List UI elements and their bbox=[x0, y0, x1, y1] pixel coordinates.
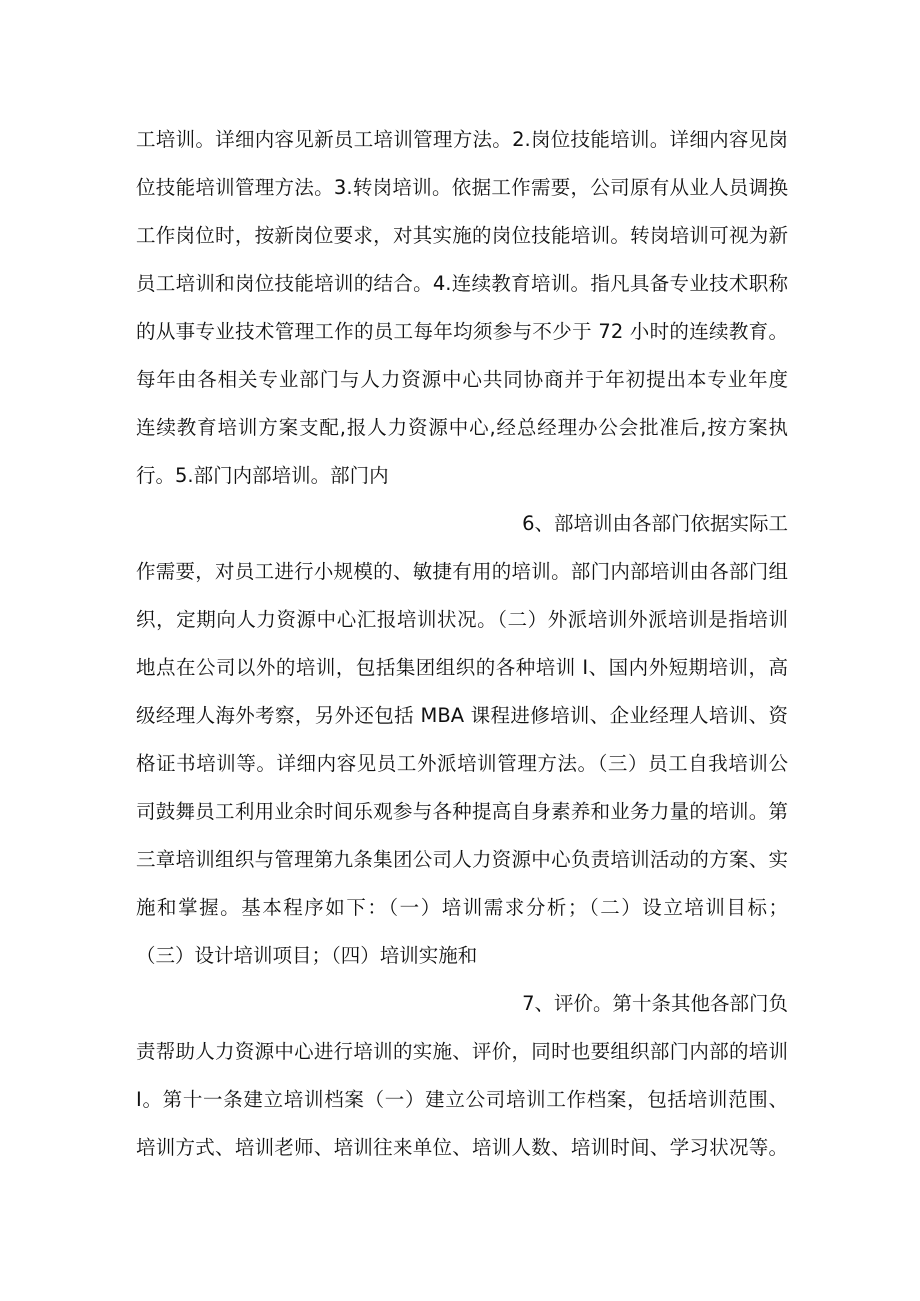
paragraph-line: 的从事专业技术管理工作的员工每年均须参与不少于 72 小时的连续教育。 bbox=[136, 320, 788, 343]
paragraph-line: 培训方式、培训老师、培训往来单位、培训人数、培训时间、学习状况等。 bbox=[136, 1136, 788, 1159]
paragraph-line: 地点在公司以外的培训，包括集团组织的各种培训 I、国内外短期培训，高 bbox=[136, 656, 788, 679]
paragraph-line: 责帮助人力资源中心进行培训的实施、评价，同时也要组织部门内部的培训 bbox=[136, 1040, 788, 1063]
paragraph-line: 织，定期向人力资源中心汇报培训状况。（二）外派培训外派培训是指培训 bbox=[136, 608, 788, 631]
paragraph-line: 格证书培训等。详细内容见员工外派培训管理方法。（三）员工自我培训公 bbox=[136, 752, 788, 775]
paragraph-line: 司鼓舞员工利用业余时间乐观参与各种提高自身素养和业务力量的培训。第 bbox=[136, 800, 788, 823]
paragraph-line: 连续教育培训方案支配,报人力资源中心,经总经理办公会批准后,按方案执 bbox=[136, 416, 788, 439]
paragraph-line: 施和掌握。基本程序如下：（一）培训需求分析；（二）设立培训目标； bbox=[136, 896, 788, 919]
paragraph-line: 级经理人海外考察，另外还包括 MBA 课程进修培训、企业经理人培训、资 bbox=[136, 704, 788, 727]
paragraph-line: （三）设计培训项目；（四）培训实施和 bbox=[136, 944, 478, 967]
paragraph-line: 三章培训组织与管理第九条集团公司人力资源中心负责培训活动的方案、实 bbox=[136, 848, 788, 871]
paragraph-line: 位技能培训管理方法。3.转岗培训。依据工作需要，公司原有从业人员调换 bbox=[136, 176, 788, 199]
paragraph-line: 6、部培训由各部门依据实际工 bbox=[522, 512, 788, 535]
paragraph-line: 每年由各相关专业部门与人力资源中心共同协商并于年初提出本专业年度 bbox=[136, 368, 788, 391]
paragraph-line: 工作岗位时，按新岗位要求，对其实施的岗位技能培训。转岗培训可视为新 bbox=[136, 224, 788, 247]
paragraph-line: 员工培训和岗位技能培训的结合。4.连续教育培训。指凡具备专业技术职称 bbox=[136, 272, 788, 295]
paragraph-line: 作需要，对员工进行小规模的、敏捷有用的培训。部门内部培训由各部门组 bbox=[136, 560, 788, 583]
paragraph-line: I。第十一条建立培训档案（一）建立公司培训工作档案，包括培训范围、 bbox=[136, 1088, 788, 1111]
paragraph-line: 工培训。详细内容见新员工培训管理方法。2.岗位技能培训。详细内容见岗 bbox=[136, 128, 788, 151]
paragraph-line: 行。5.部门内部培训。部门内 bbox=[136, 464, 389, 487]
paragraph-line: 7、评价。第十条其他各部门负 bbox=[522, 992, 788, 1015]
